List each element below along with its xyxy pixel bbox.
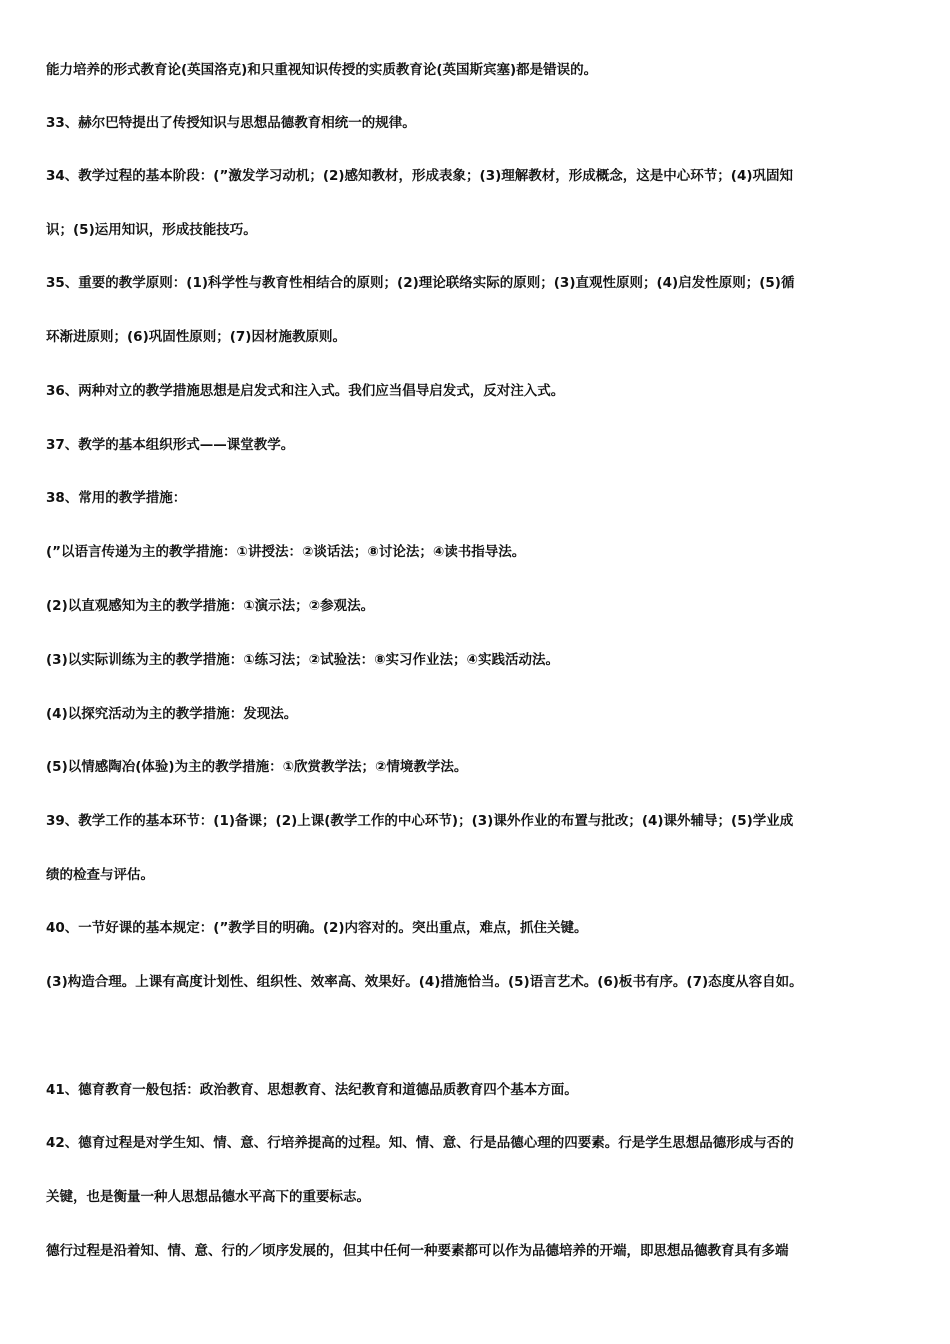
text-line: 36、两种对立的教学措施思想是启发式和注入式。我们应当倡导启发式，反对注入式。: [46, 383, 565, 399]
text-line: 33、赫尔巴特提出了传授知识与思想品德教育相统一的规律。: [46, 115, 416, 131]
text-line: 41、德育教育一般包括：政治教育、思想教育、法纪教育和道德品质教育四个基本方面。: [46, 1082, 578, 1098]
text-line: (”以语言传递为主的教学措施：①讲授法：②谈话法；⑧讨论法；④读书指导法。: [46, 544, 526, 560]
text-line: 德行过程是沿着知、情、意、行的／顷序发展的，但其中任何一种要素都可以作为品德培养的开端，即思想品德教育具有多端: [46, 1243, 789, 1259]
text-line: 42、德育过程是对学生知、情、意、行培养提高的过程。知、情、意、行是品德心理的四要素。行是学生思想品德形成与否的: [46, 1135, 794, 1151]
text-line: (4)以探究活动为主的教学措施：发现法。: [46, 706, 298, 722]
text-line: 环渐进原则；(6)巩固性原则；(7)因材施教原则。: [46, 329, 346, 345]
text-line: 38、常用的教学措施：: [46, 490, 187, 506]
text-line: 能力培养的形式教育论(英国洛克)和只重视知识传授的实质教育论(英国斯宾塞)都是错误的。: [46, 62, 598, 78]
text-line: 关键，也是衡量一种人思想品德水平高下的重要标志。: [46, 1189, 370, 1205]
text-line: (3)构造合理。上课有高度计划性、组织性、效率高、效果好。(4)措施恰当。(5)语言艺术。(6)板书有序。(7)态度从容自如。: [46, 974, 803, 990]
text-line: 绩的检查与评估。: [46, 867, 154, 883]
text-line: (5)以情感陶冶(体验)为主的教学措施：①欣赏教学法；②情境教学法。: [46, 759, 468, 775]
text-line: 识；(5)运用知识，形成技能技巧。: [46, 222, 257, 238]
text-line: 35、重要的教学原则：(1)科学性与教育性相结合的原则；(2)理论联络实际的原则；(3)直观性原则；(4)启发性原则；(5)循: [46, 275, 795, 291]
text-line: (2)以直观感知为主的教学措施：①演示法；②参观法。: [46, 598, 375, 614]
text-line: 37、教学的基本组织形式——课堂教学。: [46, 437, 295, 453]
text-line: 34、教学过程的基本阶段：(”激发学习动机；(2)感知教材，形成表象；(3)理解教材，形成概念，这是中心环节；(4)巩固知: [46, 168, 794, 184]
text-line: (3)以实际训练为主的教学措施：①练习法；②试验法：⑧实习作业法；④实践活动法。: [46, 652, 559, 668]
text-line: 39、教学工作的基本环节：(1)备课；(2)上课(教学工作的中心环节)；(3)课外作业的布置与批改；(4)课外辅导；(5)学业成: [46, 813, 794, 829]
text-line: 40、一节好课的基本规定：(”教学目的明确。(2)内容对的。突出重点，难点，抓住关键。: [46, 920, 588, 936]
